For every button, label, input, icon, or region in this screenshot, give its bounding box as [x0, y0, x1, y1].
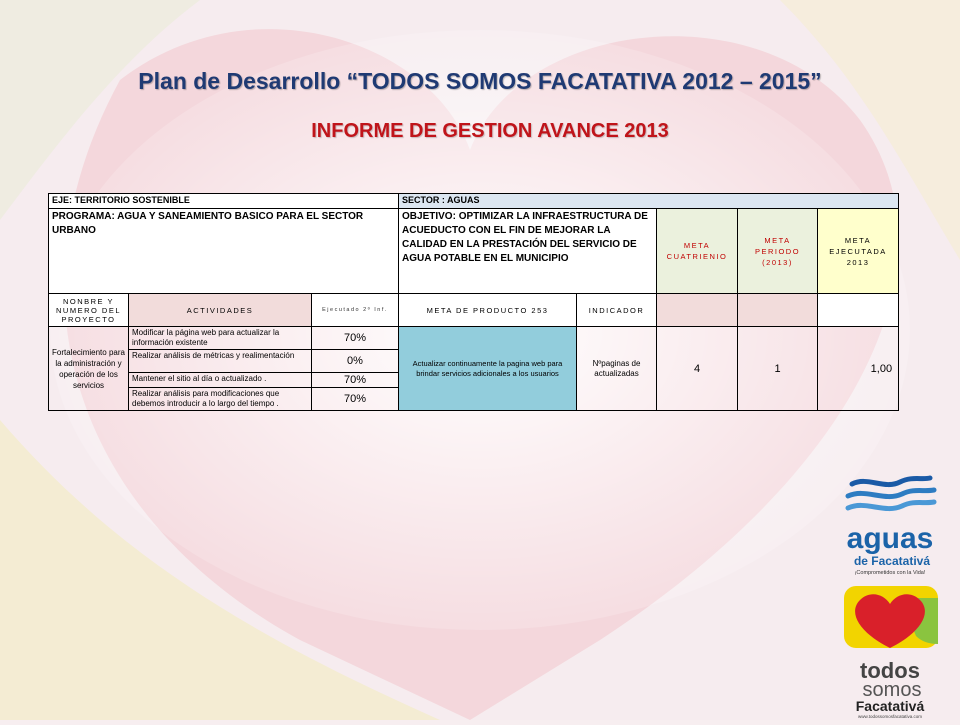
sector-cell: SECTOR : AGUAS	[399, 194, 899, 209]
aguas-tag: ¡Comprometidos con la Vida!	[854, 570, 926, 576]
objetivo-cell: OBJETIVO: OPTIMIZAR LA INFRAESTRUCTURA DE ACUEDUCTO CON EL FIN DE MEJORAR LA CALIDAD EN LA PRESTACIÓN DEL SERVICIO DE AGUA POTABLE EN EL MUNICIPIO	[399, 209, 657, 294]
actividad-3: Mantener el sitio al día o actualizado .	[129, 373, 312, 388]
page-title: Plan de Desarrollo “TODOS SOMOS FACATATIVA 2012 – 2015”	[138, 68, 822, 94]
col-proyecto-header: NONBRE Y NUMERO DEL PROYECTO	[49, 294, 129, 327]
page-subtitle: INFORME DE GESTION AVANCE 2013	[311, 120, 669, 142]
cuatrienio-value: 4	[657, 327, 738, 411]
aguas-logo	[838, 470, 942, 580]
col-ejecutada-blank	[818, 294, 899, 327]
eje-cell: EJE: TERRITORIO SOSTENIBLE	[49, 194, 399, 209]
periodo-value: 1	[738, 327, 818, 411]
todos-somos-logo	[838, 582, 942, 720]
waves-icon	[848, 478, 934, 509]
ejecutada-value: 1,00	[818, 327, 899, 411]
col-meta-producto-header: META DE PRODUCTO 253	[399, 294, 577, 327]
somos-word: somos	[862, 679, 922, 701]
aguas-word: aguas	[846, 522, 934, 555]
indicador-cell: Nºpaginas de actualizadas	[577, 327, 657, 411]
meta-producto-cell: Actualizar continuamente la pagina web para brindar servicios adicionales a los usuarios	[399, 327, 577, 411]
col-cuatrienio-blank	[657, 294, 738, 327]
col-actividades-header: ACTIVIDADES	[129, 294, 312, 327]
col-ejecutado-header: Ejecutado 2º Inf.	[312, 294, 399, 327]
meta-periodo-header: META PERIODO (2013)	[738, 209, 818, 294]
actividad-1: Modificar la página web para actualizar la información existente	[129, 327, 312, 350]
programa-cell: PROGRAMA: AGUA Y SANEAMIENTO BASICO PARA EL SECTOR URBANO	[49, 209, 399, 294]
todos-word: todos	[860, 658, 920, 683]
col-indicador-header: INDICADOR	[577, 294, 657, 327]
aguas-sub: de Facatativá	[853, 554, 931, 568]
actividad-2: Realizar análisis de métricas y realimentación	[129, 350, 312, 373]
col-periodo-blank	[738, 294, 818, 327]
facatativa-word: Facatativá	[855, 698, 925, 714]
actividad-1-pct: 70%	[312, 327, 399, 350]
actividad-3-pct: 70%	[312, 373, 399, 388]
actividad-2-pct: 0%	[312, 350, 399, 373]
report-table	[48, 193, 899, 411]
todos-url: www.todossomosfacatativa.com	[857, 714, 923, 719]
actividad-4: Realizar análisis para modificaciones que debemos introducir a lo largo del tiempo .	[129, 388, 312, 411]
meta-cuatrienio-header: META CUATRIENIO	[657, 209, 738, 294]
actividad-4-pct: 70%	[312, 388, 399, 411]
proyecto-cell: Fortalecimiento para la administración y operación de los servicios	[49, 327, 129, 411]
meta-ejecutada-header: META EJECUTADA 2013	[818, 209, 899, 294]
